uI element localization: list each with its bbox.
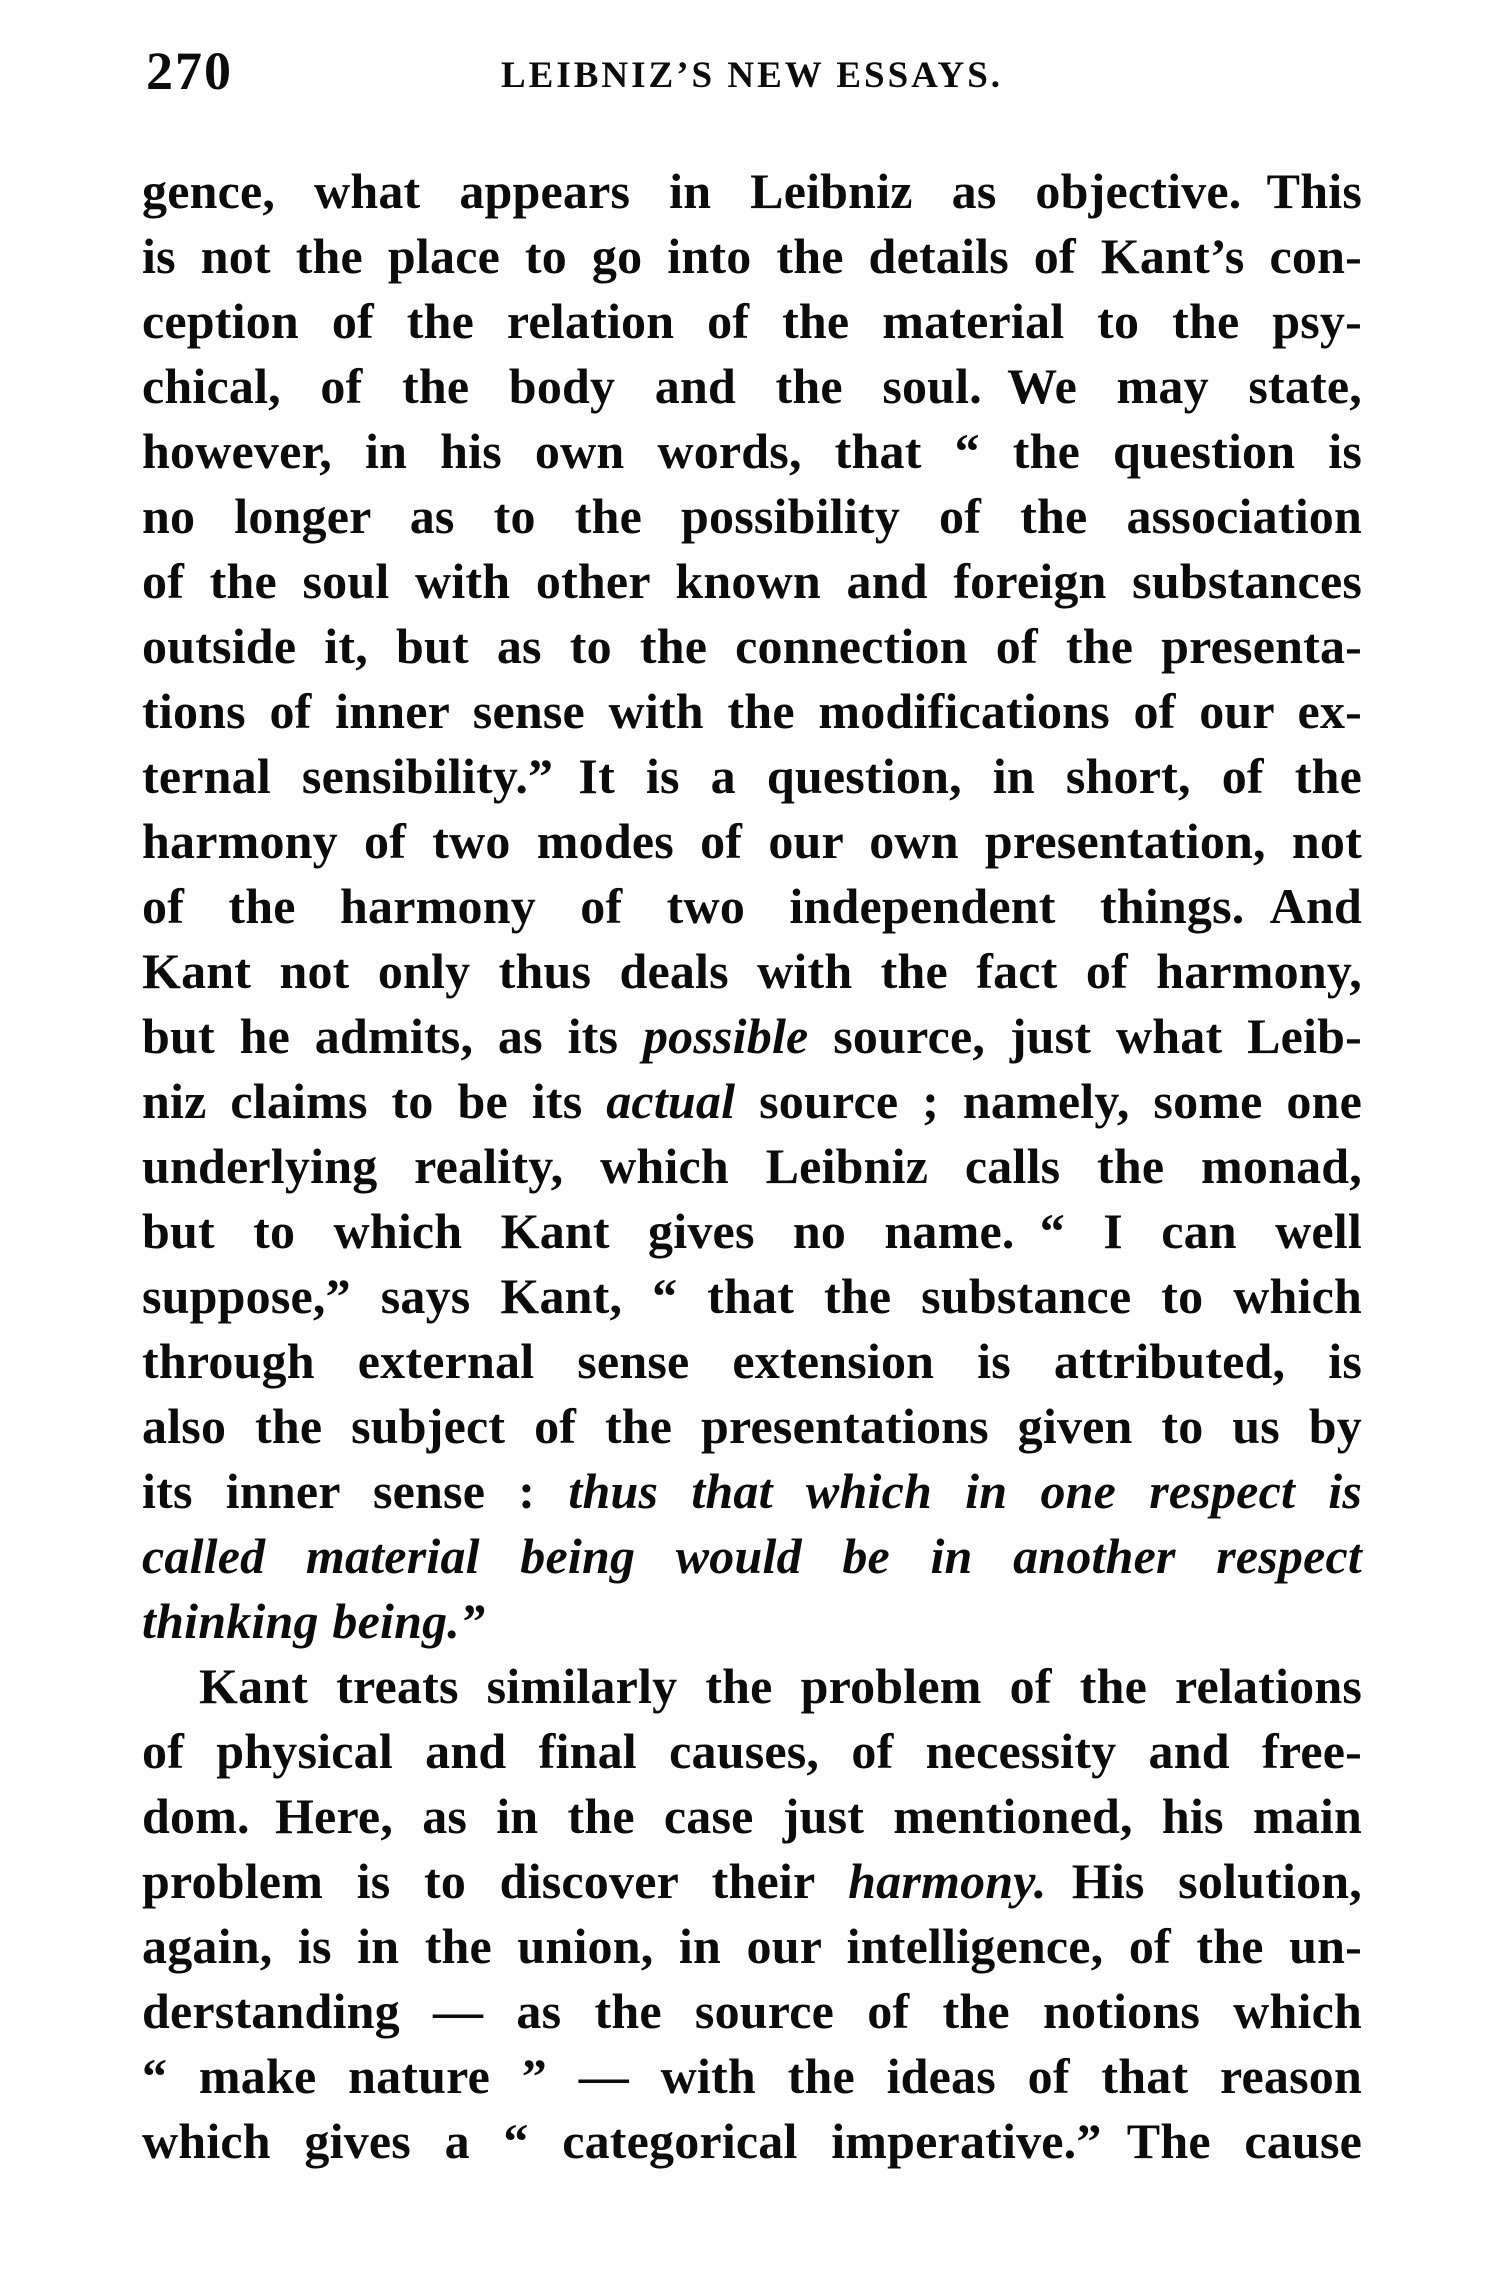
text-segment: but to which Kant gives no name. “ I can well	[142, 1203, 1362, 1259]
page-header	[142, 41, 1362, 104]
text-segment: of the soul with other known and foreign substances	[142, 553, 1362, 609]
text-line	[142, 484, 1362, 549]
text-line	[142, 1199, 1362, 1264]
text-segment: source ; namely, some one	[735, 1073, 1362, 1129]
text-line	[142, 1394, 1362, 1459]
text-line	[142, 1459, 1362, 1524]
text-segment: His solution,	[1046, 1853, 1362, 1909]
text-segment: derstanding — as the source of the notions which	[142, 1983, 1362, 2039]
text-line	[142, 1654, 1362, 1719]
text-line	[142, 224, 1362, 289]
text-segment: niz claims to be its	[142, 1073, 607, 1129]
text-line	[142, 419, 1362, 484]
text-line	[142, 549, 1362, 614]
text-segment: of physical and final causes, of necessity and free-	[142, 1723, 1362, 1779]
text-segment: Kant treats similarly the problem of the relations	[199, 1658, 1362, 1714]
text-line	[142, 1979, 1362, 2044]
text-line	[142, 1914, 1362, 1979]
text-line	[142, 1784, 1362, 1849]
text-segment: outside it, but as to the connection of the presenta-	[142, 618, 1362, 674]
text-segment: possible	[642, 1008, 809, 1064]
text-segment: also the subject of the presentations given to us by	[142, 1398, 1362, 1454]
text-segment: actual	[606, 1073, 736, 1129]
text-segment: ternal sensibility.” It is a question, in short, of the	[142, 748, 1362, 804]
text-segment: tions of inner sense with the modifications of our ex-	[142, 683, 1362, 739]
page-number: 270	[146, 41, 233, 101]
text-line	[142, 159, 1362, 224]
text-line	[142, 1589, 1362, 1654]
text-segment: is not the place to go into the details of Kant’s con-	[142, 228, 1362, 284]
text-line	[142, 1719, 1362, 1784]
text-segment: problem is to discover their	[142, 1853, 849, 1909]
text-segment: source, just what Leib-	[808, 1008, 1362, 1064]
text-segment: of the harmony of two independent things. And	[142, 878, 1362, 934]
text-line	[142, 614, 1362, 679]
text-segment: no longer as to the possibility of the association	[142, 488, 1362, 544]
text-line	[142, 1849, 1362, 1914]
text-line	[142, 874, 1362, 939]
text-segment: through external sense extension is attributed, is	[142, 1333, 1362, 1389]
text-segment: “ make nature ” — with the ideas of that reason	[142, 2048, 1362, 2104]
text-line	[142, 1004, 1362, 1069]
text-segment: ception of the relation of the material to the psy-	[142, 293, 1362, 349]
text-segment: which gives a “ categorical imperative.” The cause	[142, 2113, 1362, 2169]
text-segment: thus that which in one respect is	[568, 1463, 1362, 1519]
text-line	[142, 744, 1362, 809]
text-segment: its inner sense :	[142, 1463, 569, 1519]
text-line	[142, 679, 1362, 744]
text-line	[142, 289, 1362, 354]
text-segment: underlying reality, which Leibniz calls the monad,	[142, 1138, 1362, 1194]
text-segment: harmony.	[848, 1853, 1047, 1909]
text-line	[142, 2109, 1362, 2174]
text-segment: again, is in the union, in our intelligence, of the un-	[142, 1918, 1362, 1974]
text-segment: suppose,” says Kant, “ that the substance to which	[142, 1268, 1362, 1324]
text-segment: chical, of the body and the soul. We may state,	[142, 358, 1362, 414]
text-segment: called material being would be in another respect	[142, 1528, 1362, 1584]
text-line	[142, 1134, 1362, 1199]
text-line	[142, 1329, 1362, 1394]
text-segment: dom. Here, as in the case just mentioned, his main	[142, 1788, 1362, 1844]
text-line	[142, 1264, 1362, 1329]
running-title: LEIBNIZ’S NEW ESSAYS.	[500, 55, 1004, 96]
body-text	[142, 159, 1362, 2174]
text-segment: but he admits, as its	[142, 1008, 643, 1064]
text-line	[142, 1069, 1362, 1134]
text-segment: however, in his own words, that “ the question is	[142, 423, 1362, 479]
text-line	[142, 2044, 1362, 2109]
text-segment: gence, what appears in Leibniz as objective. This	[142, 163, 1362, 219]
text-segment: thinking being.”	[142, 1593, 486, 1649]
text-line	[142, 809, 1362, 874]
text-line	[142, 1524, 1362, 1589]
text-segment: harmony of two modes of our own presentation, not	[142, 813, 1362, 869]
text-line	[142, 939, 1362, 1004]
text-line	[142, 354, 1362, 419]
text-segment: Kant not only thus deals with the fact of harmony,	[142, 943, 1362, 999]
